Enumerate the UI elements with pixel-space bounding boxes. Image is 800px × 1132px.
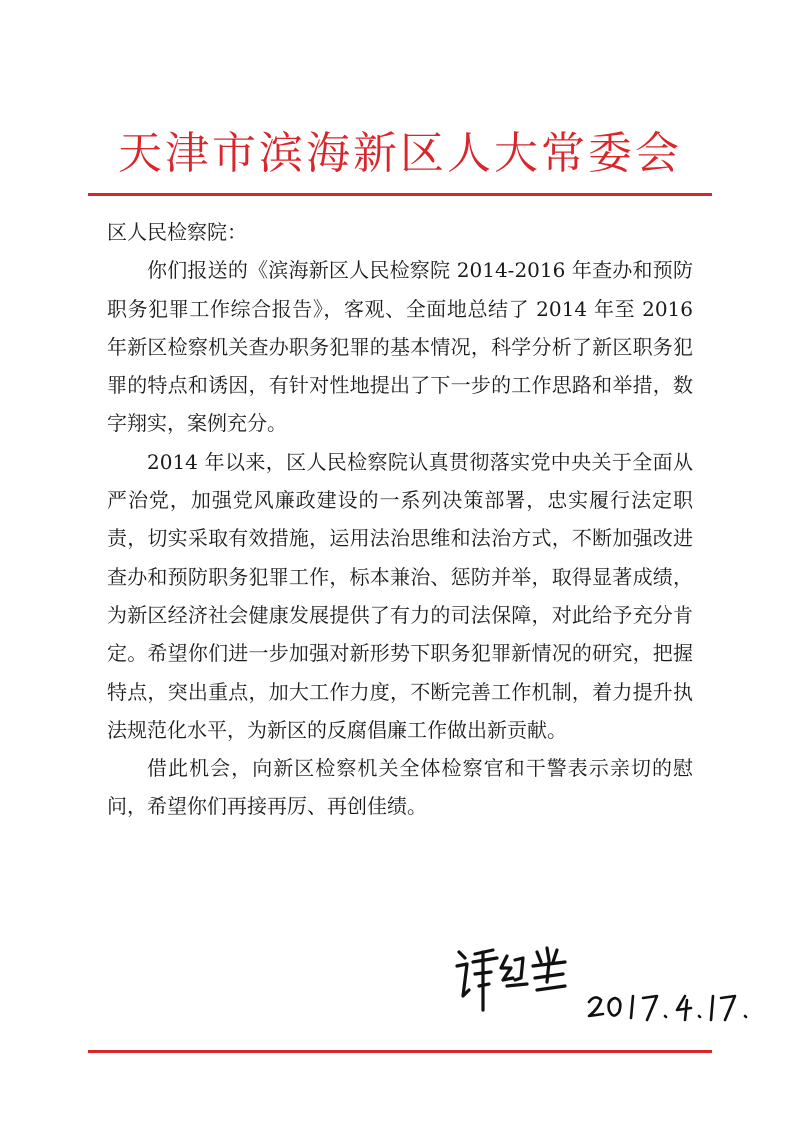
- letterhead-top-rule: [88, 193, 712, 196]
- letter-paragraph: 借此机会，向新区检察机关全体检察官和干警表示亲切的慰问，希望你们再接再厉、再创佳绩。: [107, 756, 693, 819]
- letter-paragraph: 2014 年以来，区人民检察院认真贯彻落实党中央关于全面从严治党，加强党风廉政建设的一系列决策部署，忠实履行法定职责，切实采取有效措施，运用法治思维和法治方式，不断加强改进查办和预防职务犯罪工作，标本兼治、惩防并举，取得显著成绩，为新区经济社会健康发展提供了有力的司法保障，对此给予充分肯定。希望你们进一步加强对新形势下职务犯罪新情况的研究，把握特点，突出重点，加大工作力度，不断完善工作机制，着力提升执法规范化水平，为新区的反腐倡廉工作做出新贡献。: [107, 449, 693, 742]
- handwritten-signature: [453, 938, 573, 1018]
- letterhead-title: 天津市滨海新区人大常委会: [118, 128, 682, 179]
- letterhead-bottom-rule: [88, 1050, 712, 1053]
- letter-paragraph: 你们报送的《滨海新区人民检察院 2014-2016 年查办和预防职务犯罪工作综合报告》，客观、全面地总结了 2014 年至 2016 年新区检察机关查办职务犯罪的基本情况，科学分析了新区职务犯罪的特点和诱因，有针对性地提出了下一步的工作思路和举措，数字翔实，案例充分。: [107, 258, 693, 436]
- letter-body: [107, 213, 693, 826]
- handwritten-date: [585, 988, 755, 1028]
- letter-salutation: 区人民检察院：: [107, 220, 247, 244]
